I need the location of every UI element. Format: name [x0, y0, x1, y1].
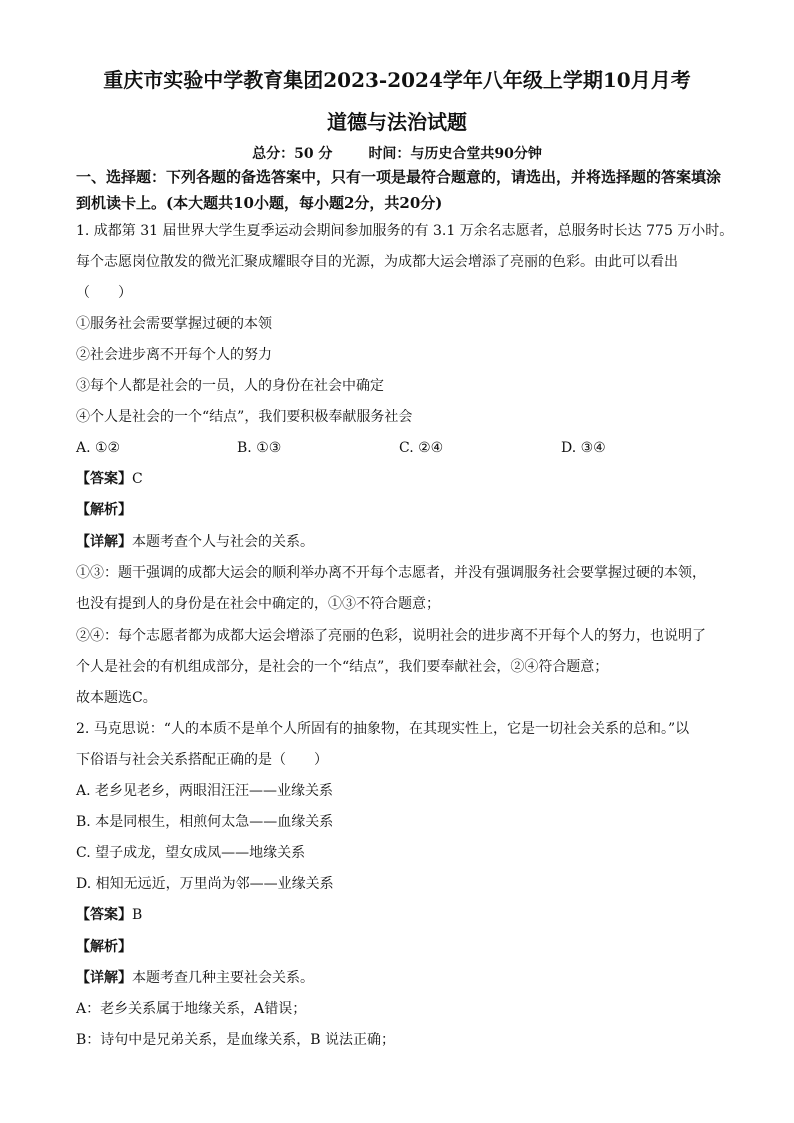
q1-option-b: B. ①③ — [237, 440, 282, 456]
q2-detail-tag: 【详解】 — [76, 970, 132, 986]
q1-answer — [76, 469, 143, 489]
q2-answer-tag: 【答案】 — [76, 907, 132, 923]
q2-answer-value: B — [132, 907, 143, 923]
q1-answer-value: C — [132, 471, 143, 487]
q2-option-b: B. 本是同根生，相煎何太急——血缘关系 — [76, 814, 334, 830]
q1-stem-line1: 1. 成都第 31 届世界大学生夏季运动会期间参加服务的有 3.1 万余名志愿者，总服务时长达 775 万小时。 — [76, 223, 734, 239]
q1-option-c: C. ②④ — [399, 440, 444, 456]
q1-item-1: ①服务社会需要掌握过硬的本领 — [76, 316, 272, 332]
q2-detail-text: 本题考查几种主要社会关系。 — [132, 970, 314, 986]
q1-stem-line3: （ ） — [76, 285, 132, 301]
q1-detail — [76, 532, 314, 552]
q1-detail-text: 本题考查个人与社会的关系。 — [132, 534, 314, 550]
q1-explanation-1-line2: 也没有提到人的身份是在社会中确定的，①③不符合题意； — [76, 596, 440, 612]
q2-option-a: A. 老乡见老乡，两眼泪汪汪——业缘关系 — [76, 783, 334, 799]
q1-answer-tag: 【答案】 — [76, 471, 132, 487]
q2-option-c: C. 望子成龙，望女成凤——地缘关系 — [76, 845, 306, 861]
q1-conclusion: 故本题选C。 — [76, 690, 157, 706]
q1-explanation-2-line1: ②④：每个志愿者都为成都大运会增添了亮丽的色彩，说明社会的进步离不开每个人的努力，也说明了 — [76, 628, 706, 644]
q2-analysis-tag: 【解析】 — [76, 939, 132, 955]
q2-analysis — [76, 937, 132, 957]
q1-item-3: ③每个人都是社会的一员，人的身份在社会中确定 — [76, 378, 384, 394]
exam-meta — [0, 143, 794, 163]
q1-item-4: ④个人是社会的一个“结点”，我们要积极奉献服务社会 — [76, 409, 413, 425]
q1-explanation-1-line1: ①③：题干强调的成都大运会的顺利举办离不开每个志愿者，并没有强调服务社会要掌握过硬的本领， — [76, 565, 706, 581]
q2-explanation-a: A：老乡关系属于地缘关系，A错误； — [76, 1001, 307, 1017]
q1-item-2: ②社会进步离不开每个人的努力 — [76, 347, 272, 363]
q2-stem-line2: 下俗语与社会关系搭配正确的是（ ） — [76, 752, 328, 768]
q2-option-d: D. 相知无远近，万里尚为邻——业缘关系 — [76, 876, 334, 892]
exam-title: 重庆市实验中学教育集团2023-2024学年八年级上学期10月月考 — [103, 68, 691, 92]
q1-analysis-tag: 【解析】 — [76, 502, 132, 518]
q1-explanation-2-line2: 个人是社会的有机组成部分，是社会的一个“结点”，我们要奉献社会，②④符合题意； — [76, 659, 609, 675]
q2-detail — [76, 968, 314, 988]
q1-stem-line2: 每个志愿岗位散发的微光汇聚成耀眼夺目的光源，为成都大运会增添了亮丽的色彩。由此可以看出 — [76, 254, 678, 270]
q1-analysis — [76, 500, 132, 520]
q2-answer — [76, 905, 142, 925]
q2-stem-line1: 2. 马克思说：“人的本质不是单个人所固有的抽象物，在其现实性上，它是一切社会关系的总和。”以 — [76, 721, 690, 737]
q1-option-a: A. ①② — [76, 440, 121, 456]
section-heading: 一、选择题：下列各题的备选答案中，只有一项是最符合题意的，请选出，并将选择题的答案填涂到机读卡上。(本大题共10小题，每小题2分，共20分) — [76, 168, 722, 212]
q1-option-d: D. ③④ — [561, 440, 606, 456]
total-score: 总分：50 分 — [252, 146, 333, 162]
q2-explanation-b: B：诗句中是兄弟关系，是血缘关系，B 说法正确； — [76, 1032, 396, 1048]
exam-subtitle: 道德与法治试题 — [327, 110, 467, 134]
q1-detail-tag: 【详解】 — [76, 534, 132, 550]
exam-time: 时间：与历史合堂共90分钟 — [368, 146, 542, 162]
